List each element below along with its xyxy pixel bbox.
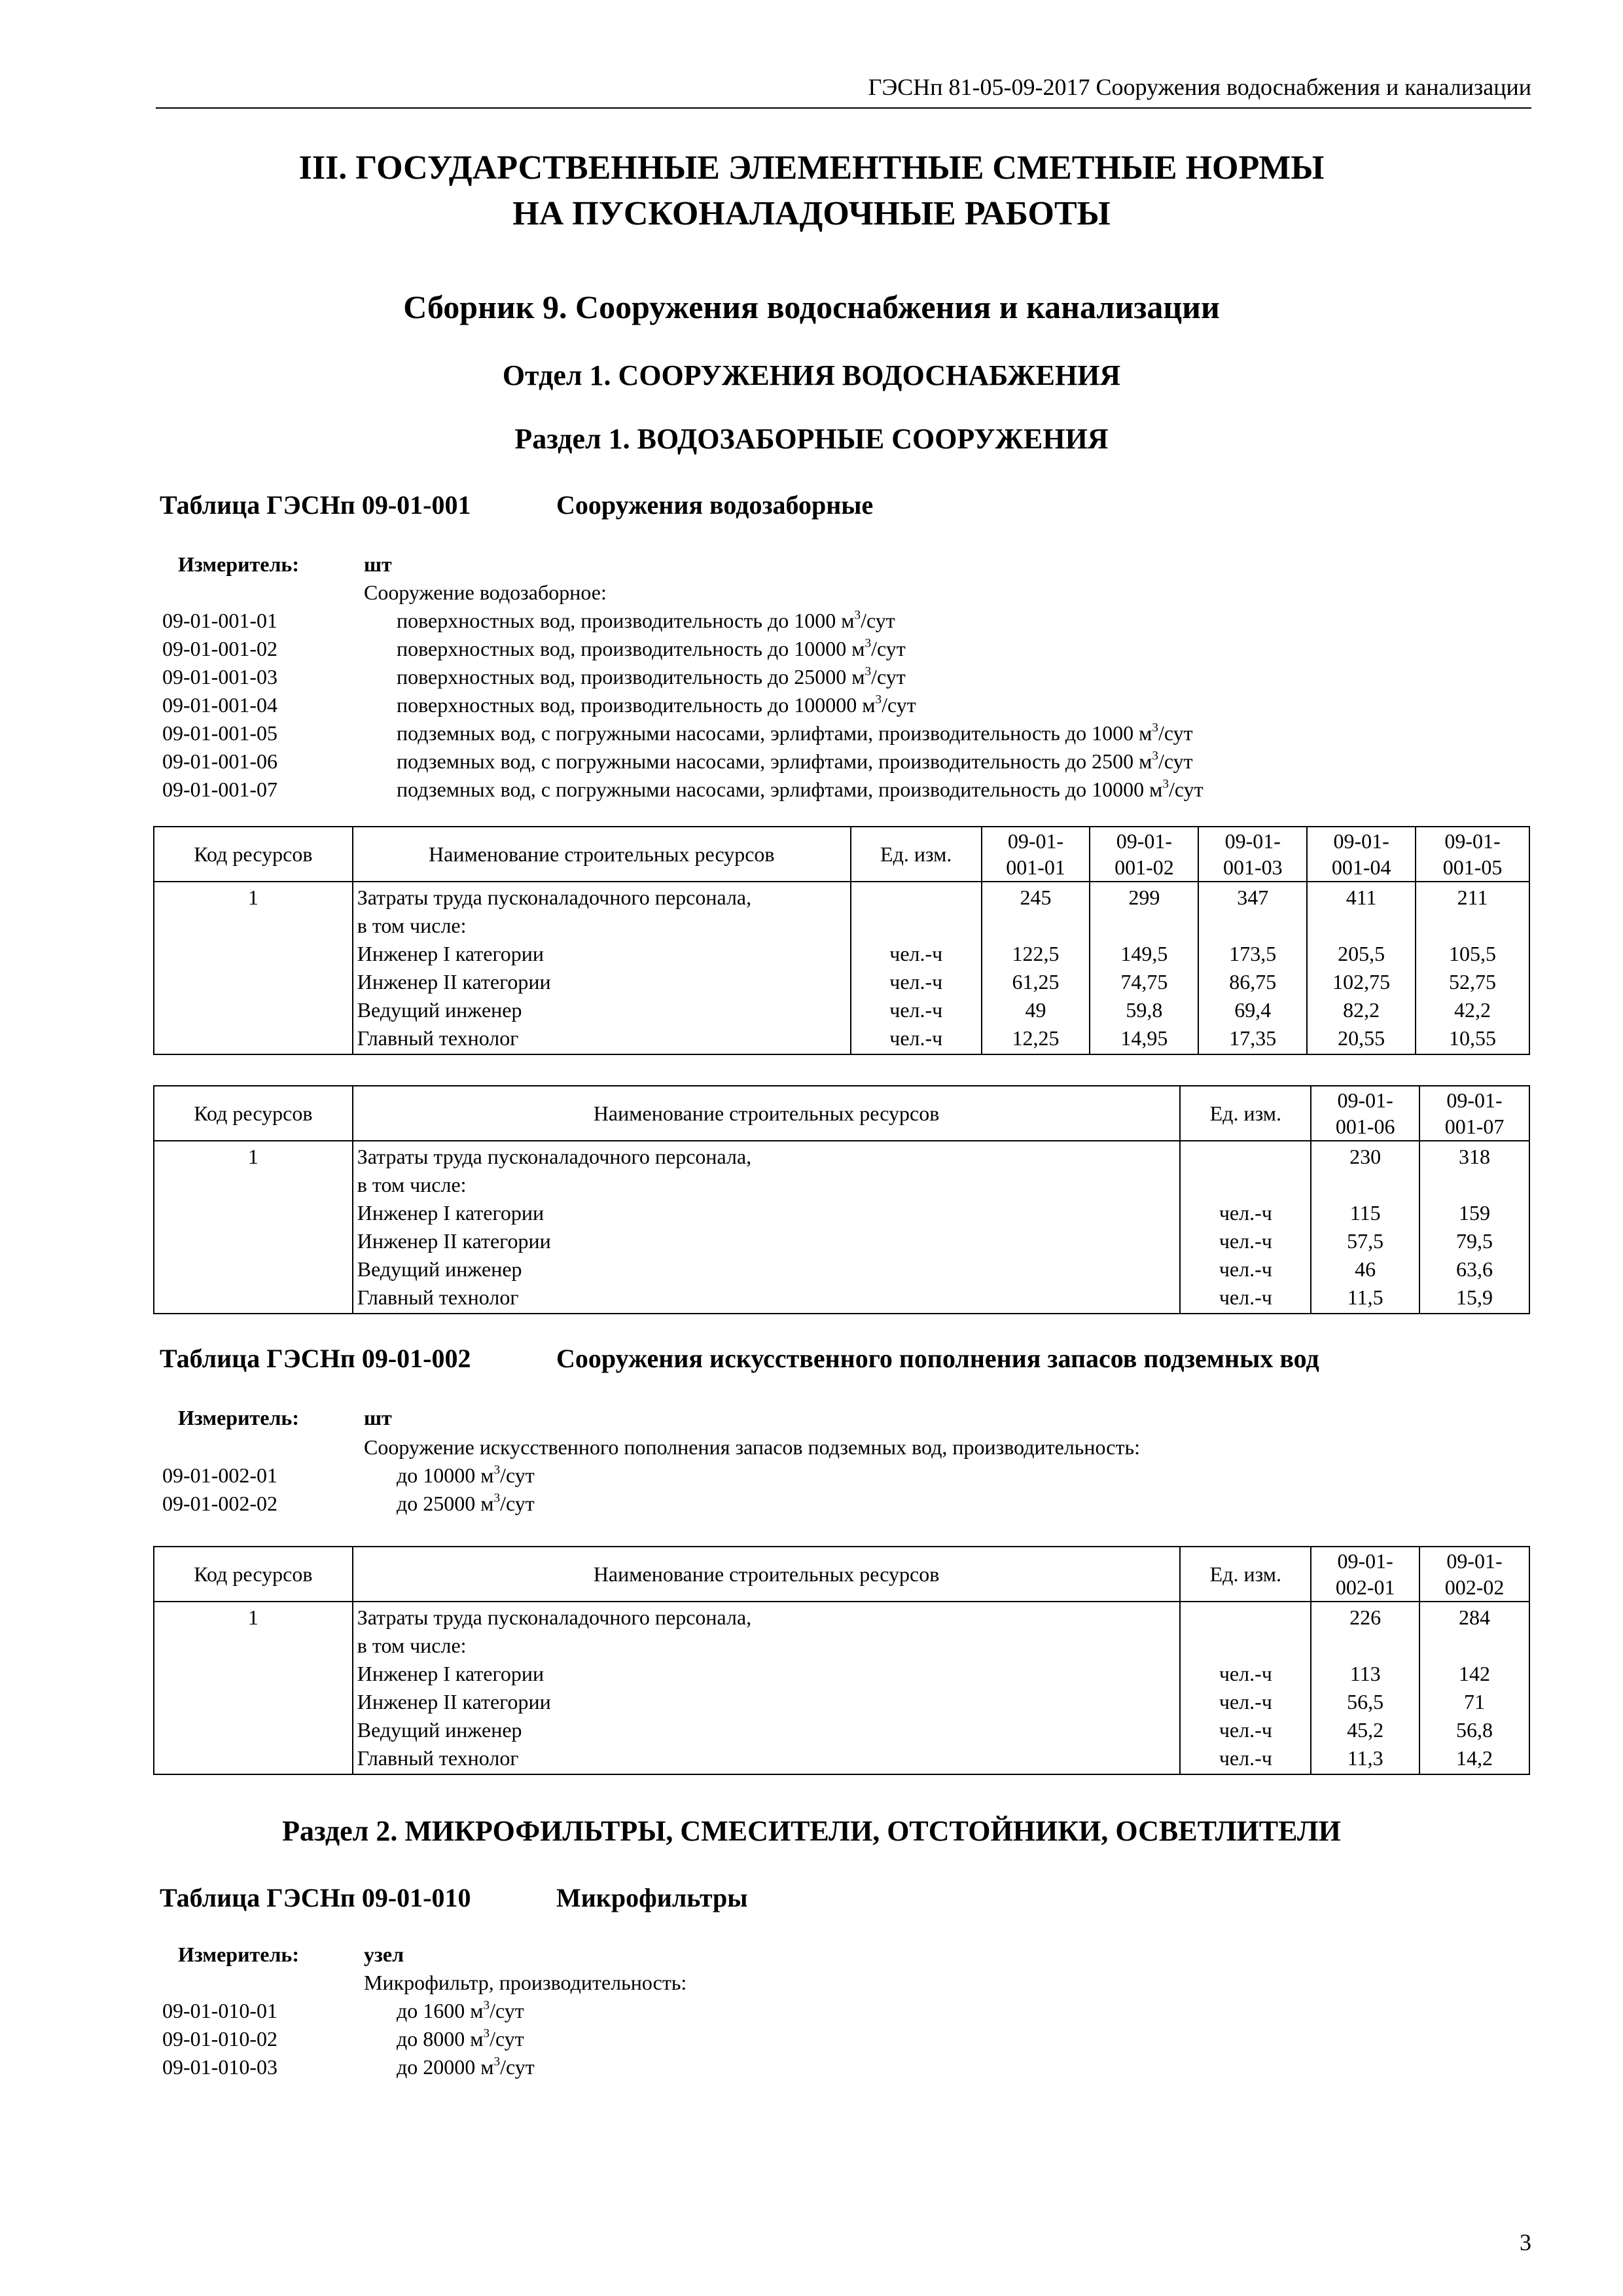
col-name-header: Наименование строительных ресурсов bbox=[353, 827, 851, 882]
section2-title: Раздел 2. МИКРОФИЛЬТРЫ, СМЕСИТЕЛИ, ОТСТОЙНИКИ, ОСВЕТЛИТЕЛИ bbox=[282, 1815, 1341, 1847]
resource-table-1b bbox=[153, 1085, 1530, 1314]
table-row bbox=[154, 1602, 1529, 1774]
norm-values: 245 122,5 61,25 49 12,25 bbox=[982, 882, 1090, 1054]
running-header: ГЭСНп 81-05-09-2017 Сооружения водоснабжения и канализации bbox=[868, 74, 1531, 100]
department-title: Отдел 1. СООРУЖЕНИЯ ВОДОСНАБЖЕНИЯ bbox=[502, 359, 1121, 391]
list-item: 09-01-010-03 до 20000 $м^3$/сут bbox=[162, 2054, 535, 2079]
table3-code: Таблица ГЭСНп 09-01-010 bbox=[160, 1883, 471, 1912]
list-item: 09-01-001-01 поверхностных вод, производительность до 1000 $м^3$/сут bbox=[162, 608, 895, 632]
table3-measure-label: Измеритель: bbox=[178, 1943, 299, 1966]
list-item: 09-01-001-02 поверхностных вод, производительность до 10000 $м^3$/сут bbox=[162, 636, 906, 660]
norm-values: 299 149,5 74,75 59,8 14,95 bbox=[1090, 882, 1198, 1054]
table2-intro: Сооружение искусственного пополнения запасов подземных вод, производительность: bbox=[364, 1435, 1140, 1459]
table1-items bbox=[0, 607, 1505, 804]
resource-names: Затраты труда пусконаладочного персонала, в том числе: Инженер I категории Инженер II категории Ведущий инженер Главный технолог bbox=[353, 1141, 1181, 1314]
table1-measure-unit: шт bbox=[364, 552, 392, 576]
norm-values: 411 205,5 102,75 82,2 20,55 bbox=[1307, 882, 1416, 1054]
col-unit-header: Ед. изм. bbox=[1180, 1086, 1311, 1141]
norm-values: 284 142 71 56,8 14,2 bbox=[1419, 1602, 1529, 1774]
table-row bbox=[154, 882, 1529, 1054]
list-item: 09-01-002-02 до 25000 $м^3$/сут bbox=[162, 1491, 535, 1515]
norm-values: 211 105,5 52,75 42,2 10,55 bbox=[1416, 882, 1529, 1054]
resource-units: чел.-ч чел.-ч чел.-ч чел.-ч bbox=[1180, 1602, 1311, 1774]
col-code-header: Код ресурсов bbox=[154, 1086, 353, 1141]
col-unit-header: Ед. изм. bbox=[1180, 1547, 1311, 1602]
document-title-line2: НА ПУСКОНАЛАДОЧНЫЕ РАБОТЫ bbox=[512, 195, 1111, 232]
col-code-header: Код ресурсов bbox=[154, 1547, 353, 1602]
table-header-row bbox=[154, 827, 1529, 882]
col-norm-header: 09-01- 001-03 bbox=[1198, 827, 1307, 882]
resource-names: Затраты труда пусконаладочного персонала, в том числе: Инженер I категории Инженер II категории Ведущий инженер Главный технолог bbox=[353, 882, 851, 1054]
norm-values: 347 173,5 86,75 69,4 17,35 bbox=[1198, 882, 1307, 1054]
list-item: 09-01-001-05 подземных вод, с погружными насосами, эрлифтами, производительность до 1000 $м^3$/сут bbox=[162, 721, 1193, 745]
resource-units: чел.-ч чел.-ч чел.-ч чел.-ч bbox=[851, 882, 982, 1054]
col-norm-header: 09-01- 001-02 bbox=[1090, 827, 1198, 882]
col-norm-header: 09-01- 002-02 bbox=[1419, 1547, 1529, 1602]
table-header-row bbox=[154, 1086, 1529, 1141]
list-item: 09-01-002-01 до 10000 $м^3$/сут bbox=[162, 1463, 535, 1487]
col-name-header: Наименование строительных ресурсов bbox=[353, 1086, 1181, 1141]
col-name-header: Наименование строительных ресурсов bbox=[353, 1547, 1181, 1602]
norm-values: 226 113 56,5 45,2 11,3 bbox=[1311, 1602, 1419, 1774]
page-number: 3 bbox=[1520, 2229, 1531, 2255]
resource-table-2 bbox=[153, 1546, 1530, 1775]
col-norm-header: 09-01- 001-06 bbox=[1311, 1086, 1419, 1141]
table2-code: Таблица ГЭСНп 09-01-002 bbox=[160, 1344, 471, 1373]
table1-intro: Сооружение водозаборное: bbox=[364, 581, 607, 604]
table-header-row bbox=[154, 1547, 1529, 1602]
table3-measure-unit: узел bbox=[364, 1943, 404, 1966]
collection-title: Сборник 9. Сооружения водоснабжения и канализации bbox=[403, 289, 1220, 325]
header-rule bbox=[156, 107, 1531, 109]
list-item: 09-01-001-06 подземных вод, с погружными насосами, эрлифтами, производительность до 2500 $м^3$/сут bbox=[162, 749, 1193, 773]
resource-code: 1 bbox=[154, 1141, 353, 1314]
col-unit-header: Ед. изм. bbox=[851, 827, 982, 882]
list-item: 09-01-001-03 поверхностных вод, производительность до 25000 $м^3$/сут bbox=[162, 664, 906, 689]
col-norm-header: 09-01- 002-01 bbox=[1311, 1547, 1419, 1602]
table2-name: Сооружения искусственного пополнения запасов подземных вод bbox=[556, 1344, 1319, 1373]
norm-values: 230 115 57,5 46 11,5 bbox=[1311, 1141, 1419, 1314]
resource-table-1a bbox=[153, 826, 1530, 1055]
table2-items bbox=[0, 1462, 1505, 1518]
list-item: 09-01-010-02 до 8000 $м^3$/сут bbox=[162, 2026, 524, 2051]
section1-title: Раздел 1. ВОДОЗАБОРНЫЕ СООРУЖЕНИЯ bbox=[514, 423, 1109, 455]
col-norm-header: 09-01- 001-05 bbox=[1416, 827, 1529, 882]
list-item: 09-01-010-01 до 1600 $м^3$/сут bbox=[162, 1998, 524, 2022]
resource-units: чел.-ч чел.-ч чел.-ч чел.-ч bbox=[1180, 1141, 1311, 1314]
table2-measure-label: Измеритель: bbox=[178, 1406, 299, 1429]
table-row bbox=[154, 1141, 1529, 1314]
table1-code: Таблица ГЭСНп 09-01-001 bbox=[160, 490, 471, 520]
col-norm-header: 09-01- 001-01 bbox=[982, 827, 1090, 882]
table1-name: Сооружения водозаборные bbox=[556, 490, 874, 520]
list-item: 09-01-001-07 подземных вод, с погружными насосами, эрлифтами, производительность до 10000 $м^3$/сут bbox=[162, 777, 1204, 801]
document-title-line1: III. ГОСУДАРСТВЕННЫЕ ЭЛЕМЕНТНЫЕ СМЕТНЫЕ НОРМЫ bbox=[298, 149, 1325, 187]
table3-items bbox=[0, 1997, 1505, 2081]
list-item: 09-01-001-04 поверхностных вод, производительность до 100000 $м^3$/сут bbox=[162, 692, 916, 717]
table3-intro: Микрофильтр, производительность: bbox=[364, 1971, 687, 1994]
table1-measure-label: Измеритель: bbox=[178, 552, 299, 576]
col-norm-header: 09-01- 001-04 bbox=[1307, 827, 1416, 882]
table3-name: Микрофильтры bbox=[556, 1883, 748, 1912]
resource-code: 1 bbox=[154, 882, 353, 1054]
col-norm-header: 09-01- 001-07 bbox=[1419, 1086, 1529, 1141]
norm-values: 318 159 79,5 63,6 15,9 bbox=[1419, 1141, 1529, 1314]
table2-measure-unit: шт bbox=[364, 1406, 392, 1429]
col-code-header: Код ресурсов bbox=[154, 827, 353, 882]
resource-names: Затраты труда пусконаладочного персонала, в том числе: Инженер I категории Инженер II категории Ведущий инженер Главный технолог bbox=[353, 1602, 1181, 1774]
resource-code: 1 bbox=[154, 1602, 353, 1774]
